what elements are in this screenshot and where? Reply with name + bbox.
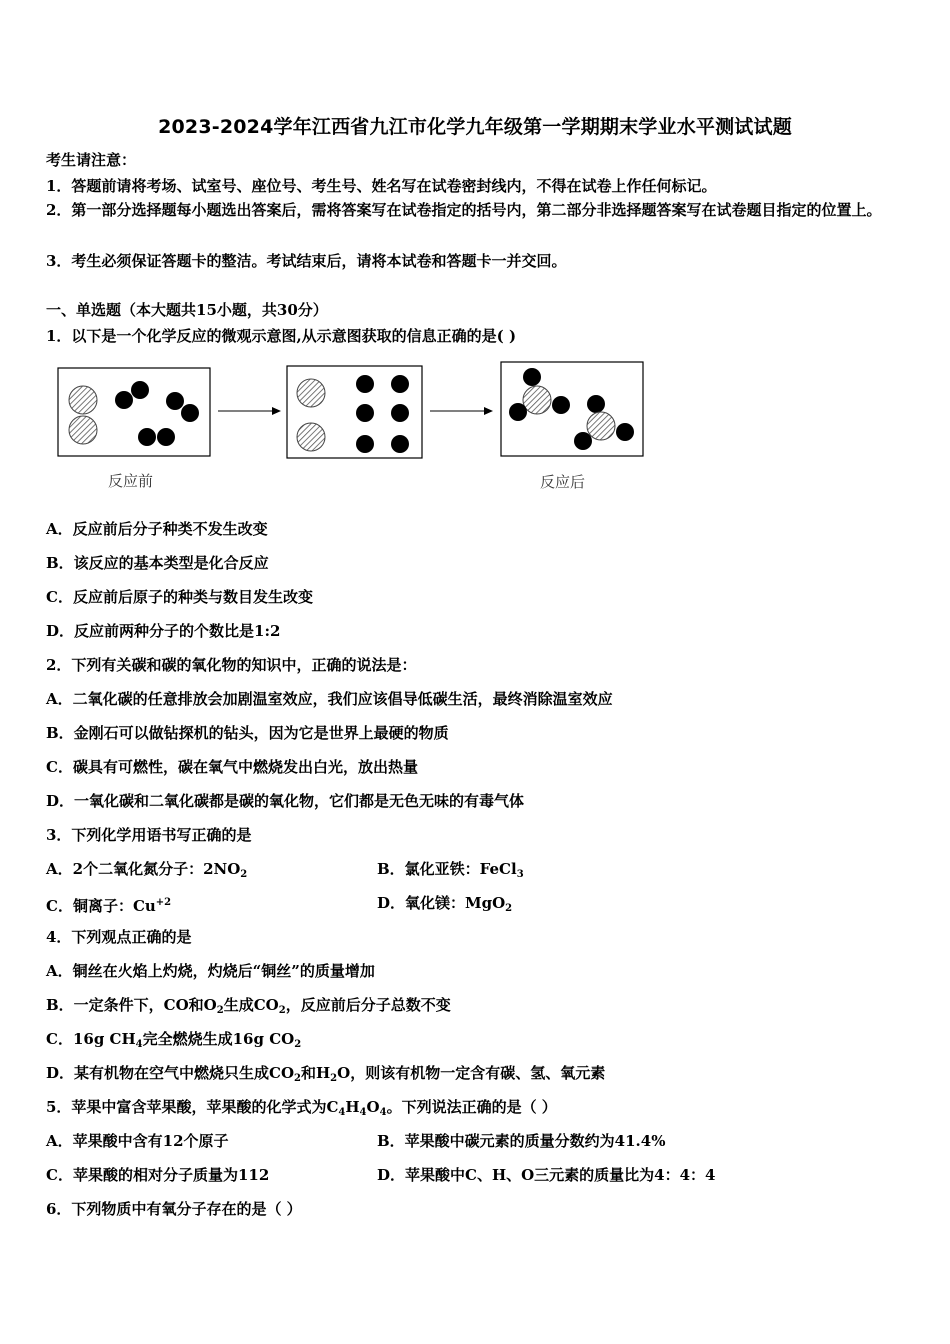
arrow-head xyxy=(484,407,493,415)
black-atom xyxy=(166,392,184,410)
q3-option-b: B．氯化亚铁：FeCl$_3$ xyxy=(377,860,524,880)
black-atom xyxy=(115,391,133,409)
black-atom xyxy=(523,368,541,386)
q2-stem: 2．下列有关碳和碳的氧化物的知识中，正确的说法是： xyxy=(46,656,417,674)
q2-option-c: C．碳具有可燃性，碳在氧气中燃烧发出白光，放出热量 xyxy=(46,758,418,776)
q2-option-a: A．二氧化碳的任意排放会加剧温室效应，我们应该倡导低碳生活，最终消除温室效应 xyxy=(46,690,613,708)
q1-option-b: B．该反应的基本类型是化合反应 xyxy=(46,554,269,572)
q4-option-d: D．某有机物在空气中燃烧只生成$CO_2$和$H_2O$，则该有机物一定含有碳、氢、氧元素 xyxy=(46,1064,606,1084)
black-atom xyxy=(391,404,409,422)
q6-stem: 6．下列物质中有氧分子存在的是（ ） xyxy=(46,1200,302,1218)
q1-option-c: C．反应前后原子的种类与数目发生改变 xyxy=(46,588,313,606)
reaction-diagram xyxy=(0,355,950,505)
q3-option-a: A．2个二氧化氮分子：$2NO_2$ xyxy=(46,860,248,880)
q5-option-b: B．苹果酸中碳元素的质量分数约为41.4% xyxy=(377,1132,666,1150)
black-atom xyxy=(587,395,605,413)
q2-option-d: D．一氧化碳和二氧化碳都是碳的氧化物，它们都是无色无味的有毒气体 xyxy=(46,792,525,810)
q1-option-a: A．反应前后分子种类不发生改变 xyxy=(46,520,268,538)
hatched-atom xyxy=(297,423,325,451)
hatched-atom xyxy=(587,412,615,440)
black-atom xyxy=(138,428,156,446)
notice-item-1: 1．答题前请将考场、试室号、座位号、考生号、姓名写在试卷密封线内，不得在试卷上作任何标记。 xyxy=(46,177,717,195)
q4-stem: 4．下列观点正确的是 xyxy=(46,928,192,946)
q5-option-a: A．苹果酸中含有12个原子 xyxy=(46,1132,229,1150)
black-atom xyxy=(157,428,175,446)
arrow-head xyxy=(272,407,281,415)
black-atom xyxy=(356,435,374,453)
black-atom xyxy=(181,404,199,422)
q4-option-a: A．铜丝在火焰上灼烧，灼烧后“铜丝”的质量增加 xyxy=(46,962,375,980)
q3-stem: 3．下列化学用语书写正确的是 xyxy=(46,826,252,844)
section-heading: 一、单选题（本大题共15小题，共30分） xyxy=(46,301,328,319)
notice-item-2: 2．第一部分选择题每小题选出答案后，需将答案写在试卷指定的括号内，第二部分非选择题答案写在试卷题目指定的位置上。 xyxy=(46,201,882,219)
black-atom xyxy=(574,432,592,450)
q5-stem: 5．苹果中富含苹果酸，苹果酸的化学式为$C_4H_4O_4$。下列说法正确的是（ ） xyxy=(46,1098,557,1118)
page-title: 2023-2024学年江西省九江市化学九年级第一学期期末学业水平测试试题 xyxy=(158,116,792,138)
q4-option-c: C．16g $CH_4$完全燃烧生成16g $CO_2$ xyxy=(46,1030,302,1050)
q3-option-d: D．氧化镁：MgO$_2$ xyxy=(377,894,513,914)
q5-option-d: D．苹果酸中C、H、O三元素的质量比为4：4：4 xyxy=(377,1166,716,1184)
black-atom xyxy=(616,423,634,441)
q2-option-b: B．金刚石可以做钻探机的钻头，因为它是世界上最硬的物质 xyxy=(46,724,449,742)
label-before: 反应前 xyxy=(108,472,154,490)
q3-option-c: C．铜离子：$Cu^{+2}$ xyxy=(46,897,172,915)
black-atom xyxy=(391,375,409,393)
hatched-atom xyxy=(69,416,97,444)
black-atom xyxy=(356,404,374,422)
notice-heading: 考生请注意： xyxy=(46,151,137,169)
q1-stem: 1．以下是一个化学反应的微观示意图,从示意图获取的信息正确的是( ) xyxy=(46,327,517,345)
hatched-atom xyxy=(297,379,325,407)
black-atom xyxy=(131,381,149,399)
q4-option-b: B．一定条件下，CO和$O_2$生成$CO_2$，反应前后分子总数不变 xyxy=(46,996,451,1016)
hatched-atom xyxy=(69,386,97,414)
notice-item-3: 3．考生必须保证答题卡的整洁。考试结束后，请将本试卷和答题卡一并交回。 xyxy=(46,252,567,270)
q5-option-c: C．苹果酸的相对分子质量为112 xyxy=(46,1166,270,1184)
black-atom xyxy=(552,396,570,414)
hatched-atom xyxy=(523,386,551,414)
black-atom xyxy=(509,403,527,421)
label-after: 反应后 xyxy=(540,473,586,491)
black-atom xyxy=(356,375,374,393)
q1-option-d: D．反应前两种分子的个数比是1:2 xyxy=(46,622,281,640)
black-atom xyxy=(391,435,409,453)
